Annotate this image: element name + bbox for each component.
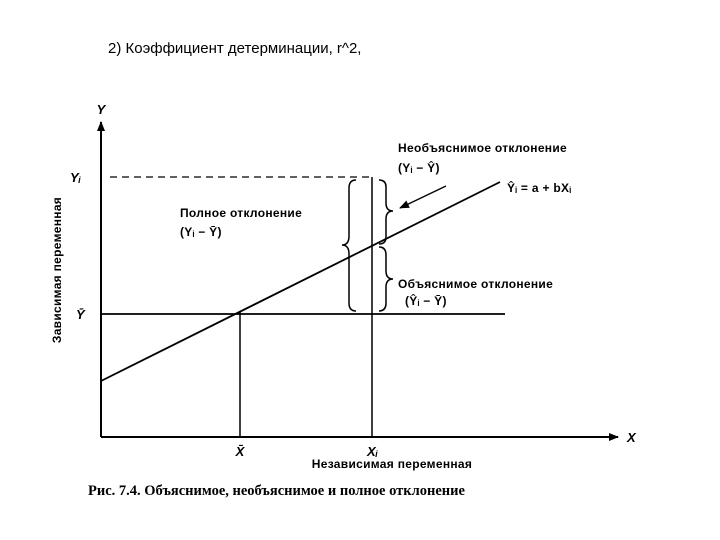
regression-pointer-arrow [400, 186, 446, 208]
total-deviation-label: Полное отклонение [180, 206, 303, 220]
unexplained-deviation-label: Необъяснимое отклонение [398, 141, 568, 155]
xi-tick-label: Xᵢ [367, 444, 378, 459]
explained-deviation-formula: (Ŷᵢ − Ȳ) [405, 294, 447, 308]
unexplained-deviation-formula: (Yᵢ − Ŷ) [398, 161, 440, 175]
y-axis-title: Зависимая переменная [50, 196, 64, 344]
slide-heading: 2) Коэффициент детерминации, r^2, [108, 40, 362, 57]
xbar-tick-label: X̄ [235, 444, 245, 459]
ybar-tick-label: Ȳ [76, 307, 85, 322]
y-axis-symbol: Y [96, 102, 106, 117]
x-axis-title: Независимая переменная [311, 457, 473, 471]
explained-deviation-brace [379, 247, 393, 311]
figure-caption: Рис. 7.4. Объяснимое, необъяснимое и полное отклонение [88, 483, 465, 499]
explained-deviation-label: Объяснимое отклонение [398, 277, 554, 291]
unexplained-deviation-brace [379, 180, 393, 244]
regression-equation: Ŷᵢ = a + bXᵢ [507, 181, 572, 195]
total-deviation-formula: (Yᵢ − Ȳ) [180, 225, 222, 239]
yi-tick-label: Yᵢ [70, 170, 81, 185]
total-deviation-brace [342, 180, 356, 311]
x-axis-symbol: X [627, 430, 636, 445]
